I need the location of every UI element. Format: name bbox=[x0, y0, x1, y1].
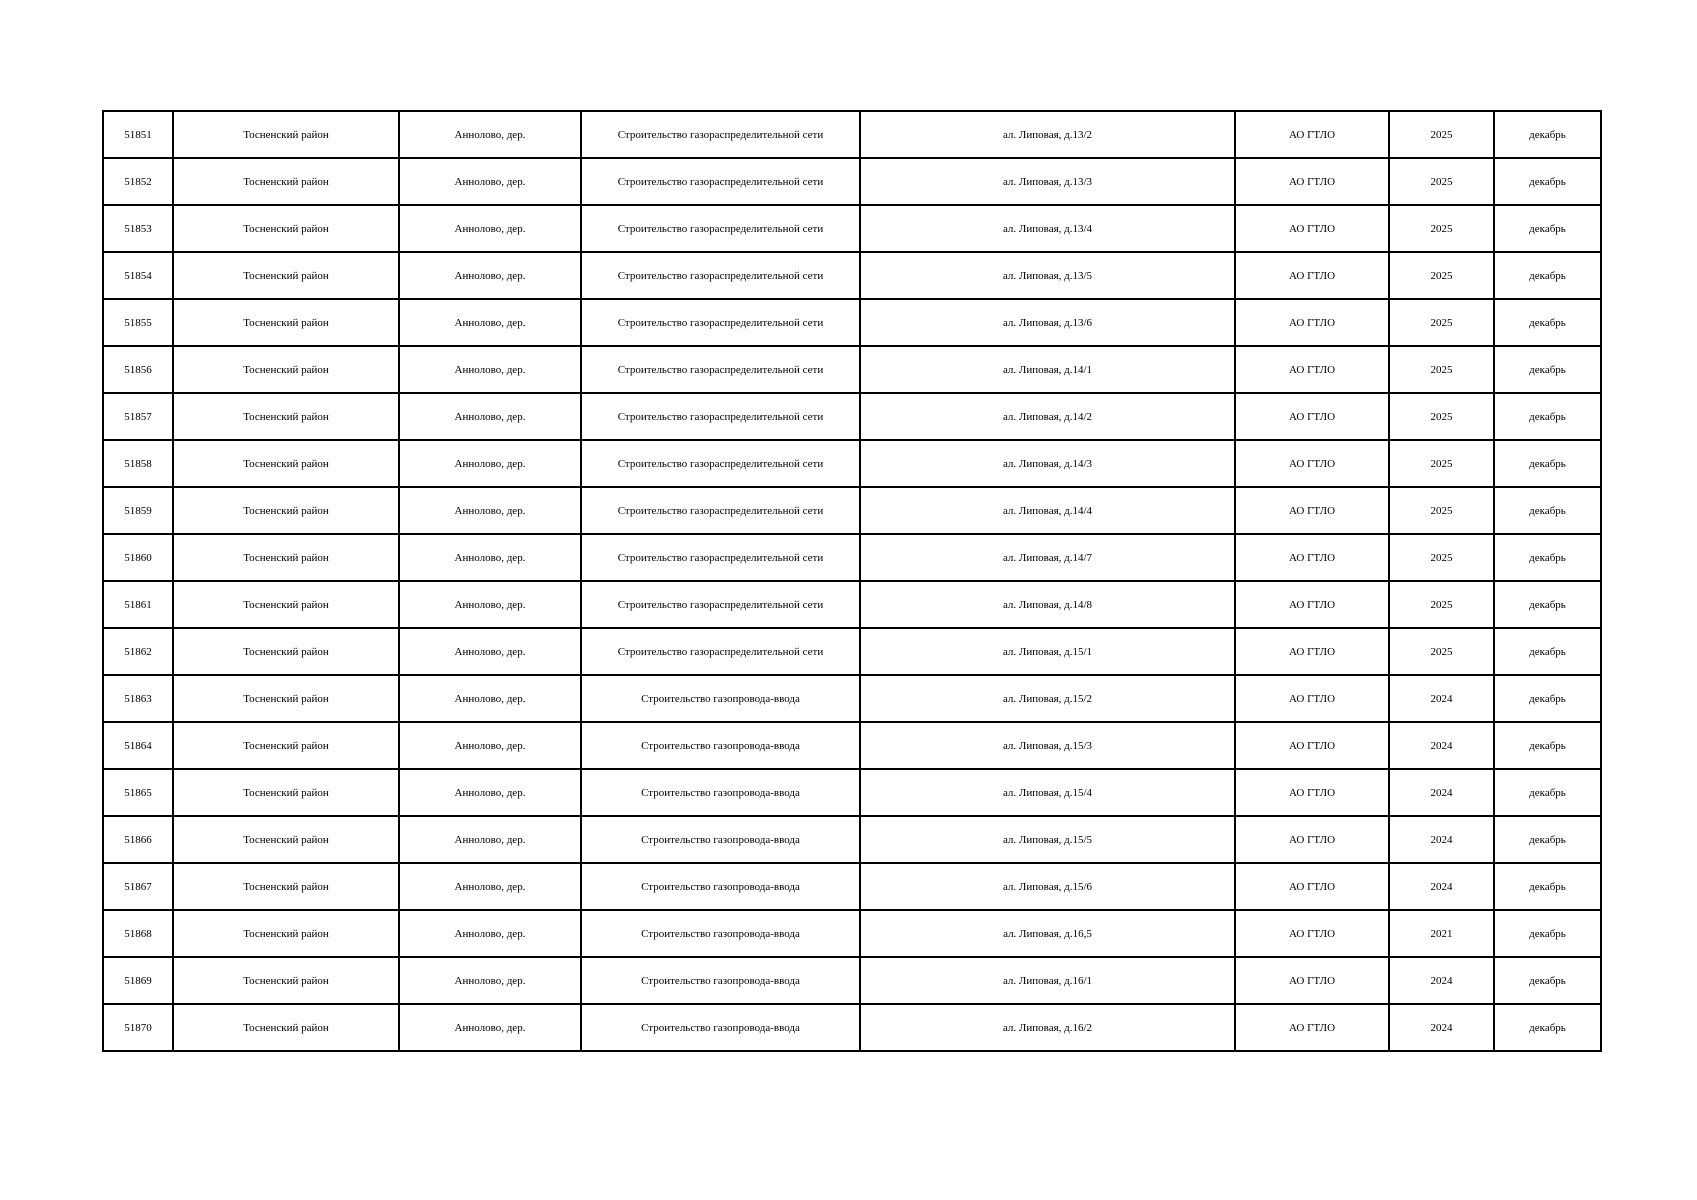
table-row bbox=[103, 534, 1601, 581]
cell-settlement: Аннолово, дер. bbox=[399, 863, 581, 910]
cell-month: декабрь bbox=[1494, 487, 1601, 534]
cell-work-type: Строительство газопровода-ввода bbox=[581, 863, 860, 910]
cell-organization: АО ГТЛО bbox=[1235, 957, 1389, 1004]
cell-settlement: Аннолово, дер. bbox=[399, 534, 581, 581]
cell-month: декабрь bbox=[1494, 158, 1601, 205]
cell-month: декабрь bbox=[1494, 346, 1601, 393]
cell-record-number: 51870 bbox=[103, 1004, 173, 1051]
cell-address: ал. Липовая, д.13/5 bbox=[860, 252, 1235, 299]
cell-district: Тосненский район bbox=[173, 910, 399, 957]
cell-year: 2025 bbox=[1389, 393, 1494, 440]
cell-district: Тосненский район bbox=[173, 769, 399, 816]
cell-address: ал. Липовая, д.16,5 bbox=[860, 910, 1235, 957]
cell-record-number: 51856 bbox=[103, 346, 173, 393]
cell-work-type: Строительство газораспределительной сети bbox=[581, 393, 860, 440]
cell-settlement: Аннолово, дер. bbox=[399, 816, 581, 863]
cell-year: 2024 bbox=[1389, 957, 1494, 1004]
cell-settlement: Аннолово, дер. bbox=[399, 581, 581, 628]
table-row bbox=[103, 628, 1601, 675]
cell-settlement: Аннолово, дер. bbox=[399, 111, 581, 158]
cell-work-type: Строительство газораспределительной сети bbox=[581, 299, 860, 346]
table-row bbox=[103, 252, 1601, 299]
cell-year: 2024 bbox=[1389, 769, 1494, 816]
cell-organization: АО ГТЛО bbox=[1235, 1004, 1389, 1051]
cell-month: декабрь bbox=[1494, 628, 1601, 675]
cell-year: 2024 bbox=[1389, 675, 1494, 722]
cell-month: декабрь bbox=[1494, 252, 1601, 299]
cell-district: Тосненский район bbox=[173, 1004, 399, 1051]
cell-settlement: Аннолово, дер. bbox=[399, 299, 581, 346]
cell-district: Тосненский район bbox=[173, 440, 399, 487]
cell-month: декабрь bbox=[1494, 581, 1601, 628]
cell-record-number: 51860 bbox=[103, 534, 173, 581]
cell-work-type: Строительство газораспределительной сети bbox=[581, 111, 860, 158]
cell-year: 2024 bbox=[1389, 722, 1494, 769]
cell-month: декабрь bbox=[1494, 534, 1601, 581]
cell-settlement: Аннолово, дер. bbox=[399, 393, 581, 440]
cell-address: ал. Липовая, д.15/4 bbox=[860, 769, 1235, 816]
cell-organization: АО ГТЛО bbox=[1235, 440, 1389, 487]
cell-month: декабрь bbox=[1494, 1004, 1601, 1051]
cell-district: Тосненский район bbox=[173, 816, 399, 863]
cell-record-number: 51867 bbox=[103, 863, 173, 910]
table-row bbox=[103, 205, 1601, 252]
cell-district: Тосненский район bbox=[173, 299, 399, 346]
cell-settlement: Аннолово, дер. bbox=[399, 957, 581, 1004]
cell-organization: АО ГТЛО bbox=[1235, 769, 1389, 816]
cell-record-number: 51869 bbox=[103, 957, 173, 1004]
cell-address: ал. Липовая, д.14/8 bbox=[860, 581, 1235, 628]
cell-month: декабрь bbox=[1494, 863, 1601, 910]
table-row bbox=[103, 487, 1601, 534]
cell-work-type: Строительство газораспределительной сети bbox=[581, 628, 860, 675]
cell-record-number: 51866 bbox=[103, 816, 173, 863]
cell-year: 2024 bbox=[1389, 1004, 1494, 1051]
cell-work-type: Строительство газопровода-ввода bbox=[581, 816, 860, 863]
cell-address: ал. Липовая, д.15/2 bbox=[860, 675, 1235, 722]
cell-record-number: 51855 bbox=[103, 299, 173, 346]
cell-address: ал. Липовая, д.14/7 bbox=[860, 534, 1235, 581]
cell-year: 2024 bbox=[1389, 863, 1494, 910]
cell-work-type: Строительство газораспределительной сети bbox=[581, 205, 860, 252]
cell-organization: АО ГТЛО bbox=[1235, 252, 1389, 299]
cell-address: ал. Липовая, д.14/4 bbox=[860, 487, 1235, 534]
cell-address: ал. Липовая, д.15/6 bbox=[860, 863, 1235, 910]
cell-settlement: Аннолово, дер. bbox=[399, 910, 581, 957]
cell-year: 2025 bbox=[1389, 205, 1494, 252]
cell-address: ал. Липовая, д.13/2 bbox=[860, 111, 1235, 158]
cell-district: Тосненский район bbox=[173, 487, 399, 534]
table-row bbox=[103, 581, 1601, 628]
table-row bbox=[103, 393, 1601, 440]
cell-district: Тосненский район bbox=[173, 957, 399, 1004]
cell-month: декабрь bbox=[1494, 111, 1601, 158]
cell-settlement: Аннолово, дер. bbox=[399, 346, 581, 393]
cell-month: декабрь bbox=[1494, 910, 1601, 957]
cell-work-type: Строительство газораспределительной сети bbox=[581, 252, 860, 299]
cell-address: ал. Липовая, д.15/5 bbox=[860, 816, 1235, 863]
cell-record-number: 51865 bbox=[103, 769, 173, 816]
cell-record-number: 51862 bbox=[103, 628, 173, 675]
cell-settlement: Аннолово, дер. bbox=[399, 487, 581, 534]
cell-settlement: Аннолово, дер. bbox=[399, 675, 581, 722]
cell-record-number: 51851 bbox=[103, 111, 173, 158]
cell-year: 2025 bbox=[1389, 299, 1494, 346]
table-row bbox=[103, 675, 1601, 722]
cell-work-type: Строительство газораспределительной сети bbox=[581, 158, 860, 205]
table-row bbox=[103, 816, 1601, 863]
cell-organization: АО ГТЛО bbox=[1235, 722, 1389, 769]
cell-record-number: 51852 bbox=[103, 158, 173, 205]
cell-work-type: Строительство газопровода-ввода bbox=[581, 675, 860, 722]
table-row bbox=[103, 957, 1601, 1004]
cell-district: Тосненский район bbox=[173, 722, 399, 769]
cell-district: Тосненский район bbox=[173, 581, 399, 628]
table-row bbox=[103, 440, 1601, 487]
cell-address: ал. Липовая, д.13/4 bbox=[860, 205, 1235, 252]
table-row bbox=[103, 722, 1601, 769]
cell-address: ал. Липовая, д.15/1 bbox=[860, 628, 1235, 675]
cell-month: декабрь bbox=[1494, 957, 1601, 1004]
cell-year: 2025 bbox=[1389, 581, 1494, 628]
cell-district: Тосненский район bbox=[173, 205, 399, 252]
table-row bbox=[103, 299, 1601, 346]
cell-address: ал. Липовая, д.16/1 bbox=[860, 957, 1235, 1004]
cell-record-number: 51859 bbox=[103, 487, 173, 534]
cell-record-number: 51863 bbox=[103, 675, 173, 722]
cell-work-type: Строительство газопровода-ввода bbox=[581, 722, 860, 769]
cell-address: ал. Липовая, д.13/3 bbox=[860, 158, 1235, 205]
cell-month: декабрь bbox=[1494, 205, 1601, 252]
table-row bbox=[103, 111, 1601, 158]
table-row bbox=[103, 863, 1601, 910]
cell-district: Тосненский район bbox=[173, 346, 399, 393]
cell-year: 2025 bbox=[1389, 628, 1494, 675]
cell-organization: АО ГТЛО bbox=[1235, 346, 1389, 393]
cell-record-number: 51858 bbox=[103, 440, 173, 487]
cell-settlement: Аннолово, дер. bbox=[399, 252, 581, 299]
cell-month: декабрь bbox=[1494, 393, 1601, 440]
cell-organization: АО ГТЛО bbox=[1235, 816, 1389, 863]
cell-work-type: Строительство газопровода-ввода bbox=[581, 1004, 860, 1051]
cell-address: ал. Липовая, д.16/2 bbox=[860, 1004, 1235, 1051]
table-row bbox=[103, 158, 1601, 205]
cell-organization: АО ГТЛО bbox=[1235, 158, 1389, 205]
cell-year: 2025 bbox=[1389, 158, 1494, 205]
cell-district: Тосненский район bbox=[173, 393, 399, 440]
cell-work-type: Строительство газораспределительной сети bbox=[581, 487, 860, 534]
cell-settlement: Аннолово, дер. bbox=[399, 158, 581, 205]
cell-record-number: 51868 bbox=[103, 910, 173, 957]
table-body bbox=[103, 111, 1601, 1051]
cell-organization: АО ГТЛО bbox=[1235, 111, 1389, 158]
cell-year: 2024 bbox=[1389, 816, 1494, 863]
cell-district: Тосненский район bbox=[173, 863, 399, 910]
cell-district: Тосненский район bbox=[173, 534, 399, 581]
cell-year: 2025 bbox=[1389, 534, 1494, 581]
cell-settlement: Аннолово, дер. bbox=[399, 722, 581, 769]
cell-record-number: 51854 bbox=[103, 252, 173, 299]
cell-settlement: Аннолово, дер. bbox=[399, 205, 581, 252]
cell-district: Тосненский район bbox=[173, 252, 399, 299]
cell-work-type: Строительство газораспределительной сети bbox=[581, 346, 860, 393]
table-row bbox=[103, 346, 1601, 393]
table-row bbox=[103, 1004, 1601, 1051]
cell-settlement: Аннолово, дер. bbox=[399, 628, 581, 675]
cell-organization: АО ГТЛО bbox=[1235, 393, 1389, 440]
cell-address: ал. Липовая, д.14/2 bbox=[860, 393, 1235, 440]
cell-record-number: 51857 bbox=[103, 393, 173, 440]
cell-year: 2025 bbox=[1389, 111, 1494, 158]
cell-work-type: Строительство газопровода-ввода bbox=[581, 957, 860, 1004]
cell-record-number: 51853 bbox=[103, 205, 173, 252]
cell-organization: АО ГТЛО bbox=[1235, 675, 1389, 722]
cell-district: Тосненский район bbox=[173, 675, 399, 722]
cell-organization: АО ГТЛО bbox=[1235, 910, 1389, 957]
cell-organization: АО ГТЛО bbox=[1235, 628, 1389, 675]
cell-year: 2025 bbox=[1389, 440, 1494, 487]
cell-organization: АО ГТЛО bbox=[1235, 863, 1389, 910]
cell-work-type: Строительство газораспределительной сети bbox=[581, 581, 860, 628]
cell-district: Тосненский район bbox=[173, 158, 399, 205]
cell-address: ал. Липовая, д.14/1 bbox=[860, 346, 1235, 393]
cell-settlement: Аннолово, дер. bbox=[399, 769, 581, 816]
cell-record-number: 51864 bbox=[103, 722, 173, 769]
cell-work-type: Строительство газораспределительной сети bbox=[581, 534, 860, 581]
cell-settlement: Аннолово, дер. bbox=[399, 440, 581, 487]
cell-month: декабрь bbox=[1494, 722, 1601, 769]
cell-month: декабрь bbox=[1494, 675, 1601, 722]
cell-settlement: Аннолово, дер. bbox=[399, 1004, 581, 1051]
cell-organization: АО ГТЛО bbox=[1235, 205, 1389, 252]
cell-month: декабрь bbox=[1494, 299, 1601, 346]
cell-year: 2021 bbox=[1389, 910, 1494, 957]
cell-work-type: Строительство газораспределительной сети bbox=[581, 440, 860, 487]
cell-district: Тосненский район bbox=[173, 628, 399, 675]
cell-district: Тосненский район bbox=[173, 111, 399, 158]
cell-month: декабрь bbox=[1494, 440, 1601, 487]
cell-record-number: 51861 bbox=[103, 581, 173, 628]
cell-address: ал. Липовая, д.13/6 bbox=[860, 299, 1235, 346]
cell-month: декабрь bbox=[1494, 769, 1601, 816]
cell-work-type: Строительство газопровода-ввода bbox=[581, 769, 860, 816]
cell-work-type: Строительство газопровода-ввода bbox=[581, 910, 860, 957]
cell-organization: АО ГТЛО bbox=[1235, 487, 1389, 534]
cell-year: 2025 bbox=[1389, 487, 1494, 534]
cell-address: ал. Липовая, д.15/3 bbox=[860, 722, 1235, 769]
table-row bbox=[103, 910, 1601, 957]
cell-address: ал. Липовая, д.14/3 bbox=[860, 440, 1235, 487]
gas-network-table bbox=[102, 110, 1602, 1052]
cell-organization: АО ГТЛО bbox=[1235, 299, 1389, 346]
cell-organization: АО ГТЛО bbox=[1235, 534, 1389, 581]
table-row bbox=[103, 769, 1601, 816]
cell-year: 2025 bbox=[1389, 346, 1494, 393]
cell-year: 2025 bbox=[1389, 252, 1494, 299]
cell-month: декабрь bbox=[1494, 816, 1601, 863]
cell-organization: АО ГТЛО bbox=[1235, 581, 1389, 628]
